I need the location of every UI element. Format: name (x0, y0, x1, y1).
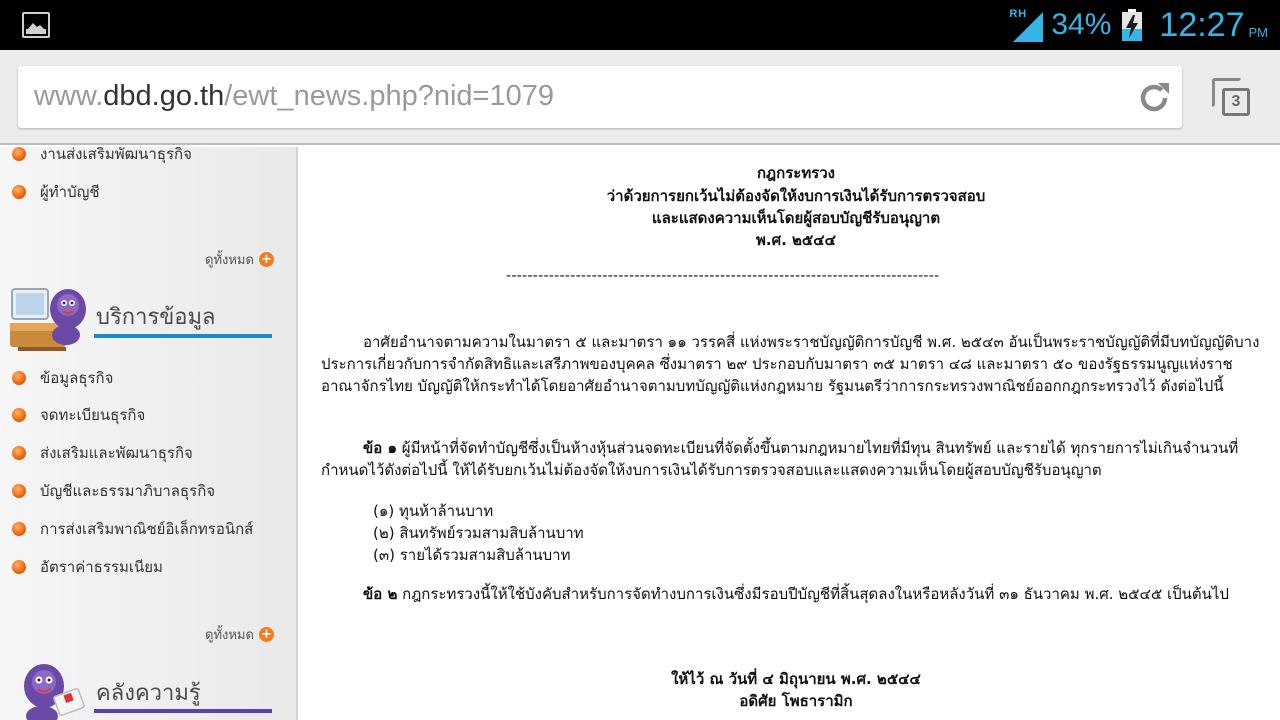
view-all-label: ดูทั้งหมด (205, 253, 254, 268)
battery-charging-icon (1121, 9, 1143, 41)
sidebar-item-label: การส่งเสริมพาณิชย์อิเล็กทรอนิกส์ (40, 520, 254, 538)
doc-heading-subject-line-2: และแสดงความเห็นโดยผู้สอบบัญชีรับอนุญาต (651, 209, 941, 227)
section-underline (94, 334, 272, 338)
tab-switcher-button[interactable] (1208, 74, 1256, 122)
reload-icon[interactable] (1136, 80, 1172, 116)
section-title-knowledge-base: คลังความรู้ (96, 681, 201, 706)
sidebar-item-label: บัญชีและธรรมาภิบาลธุรกิจ (40, 482, 216, 500)
clock-ampm: PM (1248, 25, 1268, 40)
clause-2-label: ข้อ ๒ (363, 585, 398, 603)
sidebar-item-label: ผู้ทำบัญชี (40, 183, 100, 201)
tab-count: 3 (1222, 88, 1250, 116)
sidebar-item-accounting-governance[interactable] (12, 478, 215, 504)
browser-toolbar (0, 50, 1280, 145)
orange-bullet-icon (12, 560, 26, 574)
sidebar-item-business-registration[interactable] (12, 402, 145, 428)
plus-icon: + (259, 252, 274, 267)
list-item: (๑) ทุนห้าล้านบาท (373, 502, 494, 520)
sidebar-item-label: จดทะเบียนธุรกิจ (40, 406, 146, 424)
sidebar-item-promotion-development[interactable] (12, 440, 193, 466)
orange-bullet-icon (12, 522, 26, 536)
url-field[interactable] (18, 66, 1182, 128)
mascot-computer-icon (8, 277, 94, 355)
sidebar-item-label: งานส่งเสริมพัฒนาธุรกิจ (40, 147, 192, 163)
status-bar (0, 0, 1280, 50)
section-title-information-service: บริการข้อมูล (96, 305, 216, 330)
preamble-paragraph: อาศัยอำนาจตามความในมาตรา ๕ และมาตรา ๑๑ วรรคสี่ แห่งพระราชบัญญัติการบัญชี พ.ศ. ๒๕๔๓ อันเป็นพระราชบัญญัติที่มีบทบัญญัติบางประการเกี่ยวกับการจำกัดสิทธิและเสรีภาพของบุคคล ซึ่งมาตรา ๒๙ ประกอบกับมาตรา ๓๕ มาตรา ๔๘ และมาตรา ๕๐ ของรัฐธรรมนูญแห่งราชอาณาจักรไทย บัญญัติให้กระทำได้โดยอาศัยอำนาจตามบทบัญญัติแห่งกฎหมาย รัฐมนตรีว่าการกระทรวงพาณิชย์ออกกฎกระทรวงไว้ ดังต่อไปนี้ (321, 333, 1260, 395)
sidebar-item-label: ส่งเสริมและพัฒนาธุรกิจ (40, 444, 193, 462)
view-all-link[interactable] (205, 624, 274, 645)
view-all-link[interactable] (205, 249, 274, 270)
sidebar-item-label: ข้อมูลธุรกิจ (40, 369, 114, 387)
list-item: (๓) รายได้รวมสามสิบล้านบาท (373, 546, 571, 564)
signal-strength-icon (1009, 8, 1045, 42)
orange-bullet-icon (12, 484, 26, 498)
signatory-name: อดิศัย โพธารามิก (739, 692, 853, 710)
plus-icon: + (259, 627, 274, 642)
left-sidebar (0, 147, 298, 720)
orange-bullet-icon (12, 408, 26, 422)
sidebar-item-business-promotion[interactable] (12, 147, 192, 167)
clause-1-label: ข้อ ๑ (363, 439, 398, 457)
orange-bullet-icon (12, 185, 26, 199)
given-on-date: ให้ไว้ ณ วันที่ ๔ มิถุนายน พ.ศ. ๒๕๔๔ (671, 670, 921, 688)
battery-percentage: 34% (1051, 8, 1112, 41)
view-all-label: ดูทั้งหมด (205, 628, 254, 643)
sidebar-item-business-info[interactable] (12, 365, 113, 391)
gallery-notification-icon (22, 12, 50, 38)
sidebar-item-label: อัตราค่าธรรมเนียม (40, 558, 163, 576)
sidebar-item-fee-rates[interactable] (12, 554, 163, 580)
list-item: (๒) สินทรัพย์รวมสามสิบล้านบาท (373, 524, 584, 542)
mascot-book-icon (8, 652, 94, 720)
doc-heading-subject-line-1: ว่าด้วยการยกเว้นไม่ต้องจัดให้งบการเงินได้รับการตรวจสอบ (606, 187, 986, 205)
doc-heading-ministerial-regulation: กฎกระทรวง (756, 164, 836, 182)
clause-1-paragraph: ข้อ ๑ ผู้มีหน้าที่จัดทำบัญชีซึ่งเป็นห้างหุ้นส่วนจดทะเบียนที่จัดตั้งขึ้นตามกฎหมายไทยที่มีทุน สินทรัพย์ และรายได้ ทุกรายการไม่เกินจำนวนที่กำหนดไว้ดังต่อไปนี้ ให้ได้รับยกเว้นไม่ต้องจัดให้งบการเงินได้รับการตรวจสอบและแสดงความเห็นโดยผู้สอบบัญชีรับอนุญาต (321, 439, 1239, 479)
url-text[interactable]: www.dbd.go.th/ewt_news.php?nid=1079 (34, 80, 554, 112)
clock-time: 12:27 (1159, 5, 1245, 44)
section-underline (94, 709, 272, 713)
carrier-label: RH (1009, 8, 1028, 20)
document-content (300, 147, 1280, 720)
orange-bullet-icon (12, 147, 26, 161)
orange-bullet-icon (12, 446, 26, 460)
sidebar-item-ecommerce[interactable] (12, 516, 253, 542)
separator-line: --------------------------------------------------------------------------------- (506, 268, 940, 284)
sidebar-item-accountant[interactable] (12, 179, 100, 205)
clause-2-paragraph: ข้อ ๒ กฎกระทรวงนี้ให้ใช้บังคับสำหรับการจัดทำงบการเงินซึ่งมีรอบปีบัญชีที่สิ้นสุดลงในหรือหลังวันที่ ๓๑ ธันวาคม พ.ศ. ๒๕๔๕ เป็นต้นไป (363, 585, 1229, 603)
orange-bullet-icon (12, 371, 26, 385)
doc-heading-year: พ.ศ. ๒๕๔๔ (756, 231, 836, 249)
